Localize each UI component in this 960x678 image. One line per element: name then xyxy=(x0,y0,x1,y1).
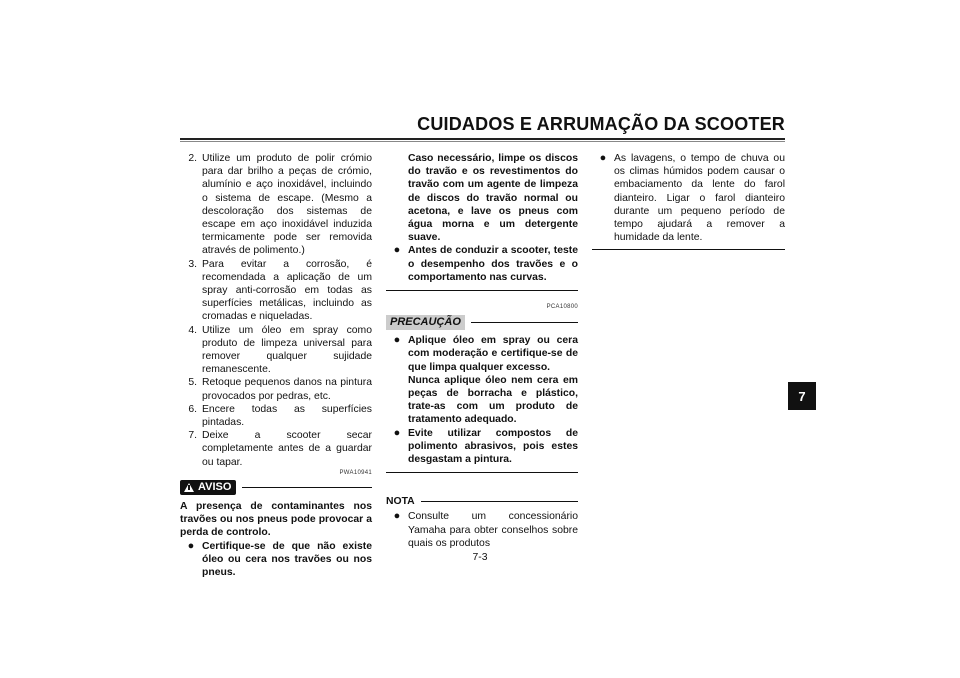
chapter-title: CUIDADOS E ARRUMAÇÃO DA SCOOTER xyxy=(417,114,785,134)
header-rule xyxy=(180,138,785,140)
bullet-text: Antes de conduzir a scooter, teste o desempenho dos travões e o comportamento nas curvas. xyxy=(408,245,578,283)
note-label: NOTA xyxy=(386,496,415,508)
bullet-icon: ● xyxy=(187,539,195,552)
note-header xyxy=(386,495,578,508)
list-item xyxy=(180,324,372,377)
list-item xyxy=(180,376,372,402)
caution-end-rule xyxy=(386,472,578,473)
warning-header xyxy=(180,480,372,495)
column-1 xyxy=(180,152,372,579)
item-text: Encere todas as superfícies pintadas. xyxy=(202,403,372,429)
note-end-rule xyxy=(592,249,785,250)
item-text: Retoque pequenos danos na pintura provocados por pedras, etc. xyxy=(202,377,372,402)
item-number: 2. xyxy=(188,153,197,164)
note-bullet xyxy=(592,152,785,244)
list-item xyxy=(180,258,372,324)
caution-code: PCA10800 xyxy=(546,304,578,311)
bullet-text: Consulte um concessionário Yamaha para obter conselhos sobre quais os produtos xyxy=(408,511,578,549)
bullet-icon: ● xyxy=(599,152,607,164)
caution-bullet xyxy=(386,427,578,467)
note-bullet xyxy=(386,510,578,550)
item-text: Utilize um óleo em spray como produto de limpeza universal para remover qualquer sujidade remanescente. xyxy=(202,324,372,376)
bullet-icon: ● xyxy=(393,510,401,523)
bullet-text: Aplique óleo em spray ou cera com moderação e certifique-se de que limpa qualquer excesso. xyxy=(408,335,578,373)
item-text: Utilize um produto de polir crómio para dar brilho a peças de crómio, alumínio e aço inoxidável, incluindo o sistema de escape. (Mesmo a descoloração dos sistemas de escape em aço inoxidável induzida termicamente pode ser removida através de polimento.) xyxy=(202,153,372,257)
warning-header-line xyxy=(242,487,372,488)
bullet-icon: ● xyxy=(393,426,401,439)
list-item xyxy=(180,152,372,258)
item-text: Deixe a scooter secar completamente antes de a guardar ou tapar. xyxy=(202,430,372,468)
page-number: 7-3 xyxy=(472,552,488,563)
item-text: Para evitar a corrosão, é recomendada a aplicação de um spray anti-corrosão em todas as superfícies metálicas, incluindo as cromadas e niqueladas. xyxy=(202,258,372,323)
list-item xyxy=(180,403,372,429)
header-rule-thin xyxy=(180,141,785,142)
warning-badge xyxy=(180,480,236,495)
item-number: 7. xyxy=(188,430,197,442)
item-number: 3. xyxy=(188,258,197,270)
warning-triangle-icon xyxy=(184,483,194,492)
note-header-line xyxy=(421,501,578,502)
caution-header xyxy=(386,315,578,330)
bullet-text: Certifique-se de que não existe óleo ou cera nos travões ou nos pneus. xyxy=(202,540,372,579)
warning-label: AVISO xyxy=(198,480,232,493)
item-number: 5. xyxy=(188,377,197,389)
column-2 xyxy=(386,152,578,550)
bullet-text: As lavagens, o tempo de chuva ou os climas húmidos podem causar o embaciamento da lente do farol dianteiro. Ligar o farol dianteiro durante um pequeno período de tempo ajudará a remover a humidade da lente. xyxy=(614,153,785,244)
bullet-icon: ● xyxy=(393,244,401,257)
caution-bullet xyxy=(386,334,578,374)
caution-continued-text: Nunca aplique óleo nem cera em peças de borracha e plástico, trate-as com um produto de tratamento adequado. xyxy=(408,374,578,426)
caution-header-line xyxy=(471,322,578,323)
bullet-icon: ● xyxy=(393,334,401,347)
column-3 xyxy=(592,152,785,250)
item-number: 4. xyxy=(188,324,197,336)
warning-continued-text: Caso necessário, limpe os discos do travão e os revestimentos do travão com um agente de limpeza de discos do travão normal ou acetona, e lave os pneus com água morna e um detergente suave. xyxy=(408,153,578,244)
list-item xyxy=(180,429,372,469)
warning-code: PWA10941 xyxy=(339,469,372,476)
warning-end-rule xyxy=(386,290,578,291)
warning-bullet xyxy=(180,540,372,580)
item-number: 6. xyxy=(188,403,197,415)
chapter-tab: 7 xyxy=(788,382,816,410)
bullet-text: Evite utilizar compostos de polimento abrasivos, pois estes desgastam a pintura. xyxy=(408,427,578,466)
caution-badge: PRECAUÇÃO xyxy=(386,315,465,330)
warning-text: A presença de contaminantes nos travões ou nos pneus pode provocar a perda de controlo. xyxy=(180,501,372,539)
warning-bullet xyxy=(386,244,578,284)
